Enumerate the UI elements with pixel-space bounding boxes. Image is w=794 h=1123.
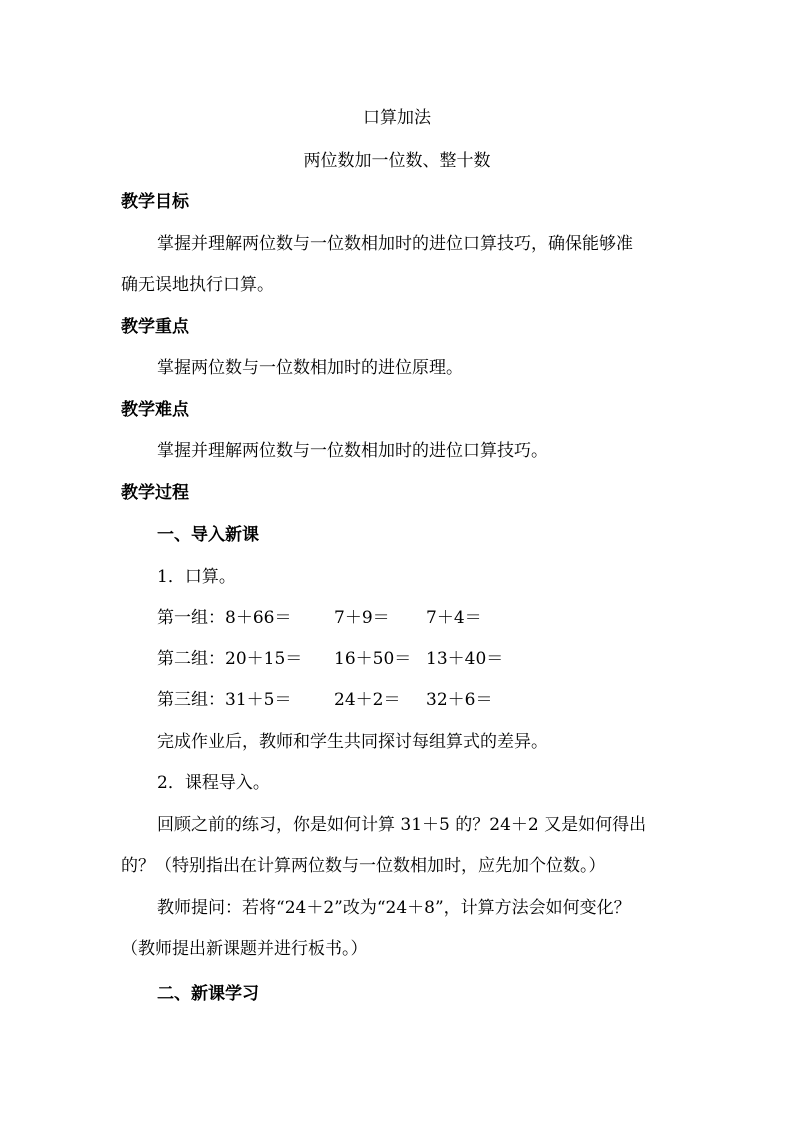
goal-paragraph-line1: 掌握并理解两位数与一位数相加时的进位口算技巧，确保能够准 bbox=[157, 234, 633, 254]
heading-process: 教学过程 bbox=[121, 483, 189, 503]
group3-expr-c: 32＋6＝ bbox=[426, 690, 493, 710]
group2-expr-c: 13＋40＝ bbox=[426, 649, 504, 669]
group3-label: 第三组：31＋5＝ bbox=[157, 690, 292, 710]
review-paragraph-line2: 的？（特别指出在计算两位数与一位数相加时，应先加个位数。） bbox=[121, 856, 606, 876]
heading-key-point: 教学重点 bbox=[121, 317, 189, 337]
item-course-intro: 2．课程导入。 bbox=[157, 773, 270, 793]
group1-label: 第一组：8＋66＝ bbox=[157, 608, 292, 628]
doc-title: 口算加法 bbox=[363, 108, 431, 128]
section-heading-new-lesson: 二、新课学习 bbox=[157, 984, 259, 1004]
after-groups-text: 完成作业后，教师和学生共同探讨每组算式的差异。 bbox=[157, 732, 548, 752]
review-paragraph-line1: 回顾之前的练习，你是如何计算 31＋5 的？24＋2 又是如何得出 bbox=[157, 815, 647, 835]
heading-teaching-goal: 教学目标 bbox=[121, 192, 189, 212]
teacher-question-line2: （教师提出新课题并进行板书。） bbox=[121, 939, 368, 959]
group3-expr-b: 24＋2＝ bbox=[334, 690, 401, 710]
group2-expr-b: 16＋50＝ bbox=[334, 649, 412, 669]
group1-expr-b: 7＋9＝ bbox=[334, 608, 390, 628]
goal-paragraph-line2: 确无误地执行口算。 bbox=[121, 275, 274, 295]
section-heading-intro: 一、导入新课 bbox=[157, 525, 259, 545]
item-oral-calc: 1．口算。 bbox=[157, 567, 236, 587]
key-point-text: 掌握两位数与一位数相加时的进位原理。 bbox=[157, 358, 463, 378]
heading-difficulty: 教学难点 bbox=[121, 400, 189, 420]
doc-subtitle: 两位数加一位数、整十数 bbox=[303, 151, 491, 171]
difficulty-text: 掌握并理解两位数与一位数相加时的进位口算技巧。 bbox=[157, 441, 548, 461]
group2-label: 第二组：20＋15＝ bbox=[157, 649, 303, 669]
group1-expr-c: 7＋4＝ bbox=[426, 608, 482, 628]
teacher-question-line1: 教师提问：若将“24＋2”改为“24＋8”，计算方法会如何变化？ bbox=[157, 898, 631, 918]
